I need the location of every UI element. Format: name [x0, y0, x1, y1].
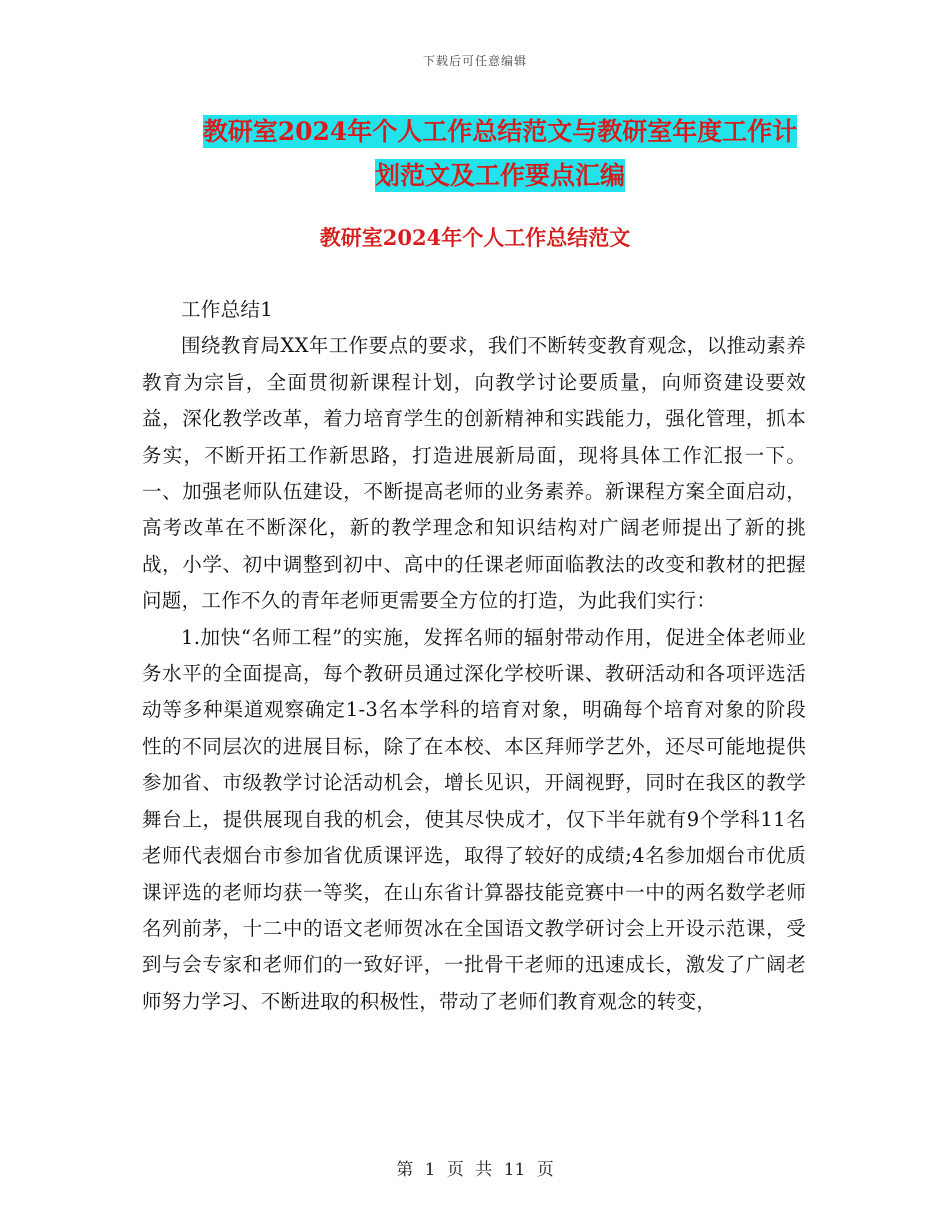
subheading: 工作总结1 — [181, 298, 273, 321]
title-line-1: 教研室2024年个人工作总结范文与教研室年度工作计 — [202, 117, 798, 146]
body-text — [142, 292, 806, 1020]
paragraph-1: 围绕教育局XX年工作要点的要求，我们不断转变教育观念，以推动素养教育为宗旨，全面贯彻新课程计划，向教学讨论要质量，向师资建设要效益，深化教学改革，着力培育学生的创新精神和实践能力，强化管理，抓本务实，不断开拓工作新思路，打造进展新局面，现将具体工作汇报一下。一、加强老师队伍建设，不断提高老师的业务素养。新课程方案全面启动，高考改革在不断深化，新的教学理念和知识结构对广阔老师提出了新的挑战，小学、初中调整到初中、高中的任课老师面临教法的改变和教材的把握问题，工作不久的青年老师更需要全方位的打造，为此我们实行： — [142, 334, 806, 613]
title-line-2: 划范文及工作要点汇编 — [374, 161, 625, 190]
document-title — [120, 110, 880, 198]
header-note: 下载后可任意编辑 — [422, 54, 527, 68]
section-title: 教研室2024年个人工作总结范文 — [319, 225, 631, 250]
page-number: 第 1 页 共 11 页 — [396, 1160, 554, 1180]
paragraph-2: 1.加快“名师工程”的实施，发挥名师的辐射带动作用，促进全体老师业务水平的全面提高，每个教研员通过深化学校听课、教研活动和各项评选活动等多种渠道观察确定1-3名本学科的培育对象，明确每个培育对象的阶段性的不同层次的进展目标，除了在本校、本区拜师学艺外，还尽可能地提供参加省、市级教学讨论活动机会，增长见识，开阔视野，同时在我区的教学舞台上，提供展现自我的机会，使其尽快成才，仅下半年就有9个学科11名老师代表烟台市参加省优质课评选，取得了较好的成绩;4名参加烟台市优质课评选的老师均获一等奖，在山东省计算器技能竞赛中一中的两名数学老师名列前茅，十二中的语文老师贺冰在全国语文教学研讨会上开设示范课，受到与会专家和老师们的一致好评，一批骨干老师的迅速成长，激发了广阔老师努力学习、不断进取的积极性，带动了老师们教育观念的转变， — [142, 625, 806, 1013]
